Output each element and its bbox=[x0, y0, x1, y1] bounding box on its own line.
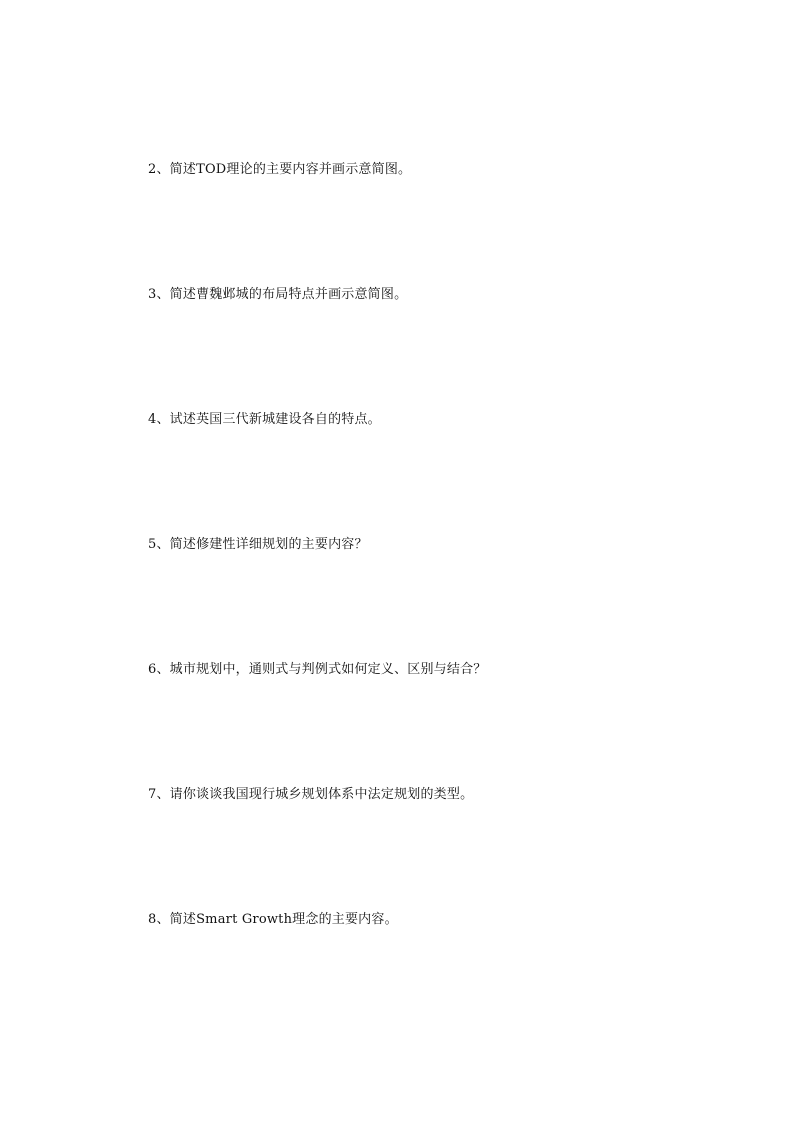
question-number: 8、 bbox=[148, 912, 170, 927]
question-number: 4、 bbox=[148, 412, 170, 427]
question-text: 试述英国三代新城建设各自的特点。 bbox=[169, 412, 381, 427]
question-8 bbox=[148, 912, 398, 928]
question-text: 简述曹魏邺城的布局特点并画示意简图。 bbox=[169, 287, 408, 302]
question-7 bbox=[148, 787, 473, 803]
question-text: 城市规划中，通则式与判例式如何定义、区别与结合？ bbox=[169, 662, 487, 677]
question-4 bbox=[148, 412, 381, 428]
question-number: 2、 bbox=[148, 162, 170, 177]
question-5 bbox=[148, 537, 368, 553]
question-2 bbox=[148, 162, 411, 178]
question-6 bbox=[148, 662, 486, 678]
question-text: 简述TOD理论的主要内容并画示意简图。 bbox=[169, 162, 412, 177]
question-number: 6、 bbox=[148, 662, 170, 677]
question-3 bbox=[148, 287, 407, 303]
question-text: 简述Smart Growth理念的主要内容。 bbox=[169, 912, 398, 927]
question-text: 请你谈谈我国现行城乡规划体系中法定规划的类型。 bbox=[169, 787, 474, 802]
question-number: 7、 bbox=[148, 787, 170, 802]
question-number: 3、 bbox=[148, 287, 170, 302]
question-text: 简述修建性详细规划的主要内容？ bbox=[169, 537, 368, 552]
question-number: 5、 bbox=[148, 537, 170, 552]
